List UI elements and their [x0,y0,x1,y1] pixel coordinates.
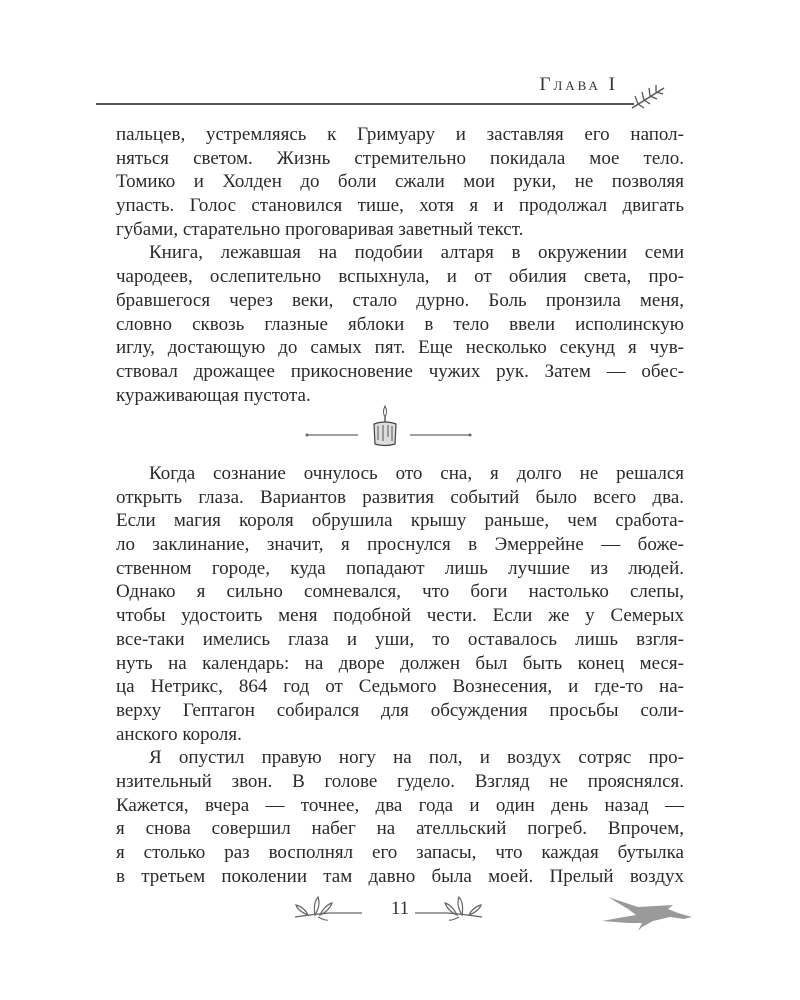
text-line: ца Нетрикс, 864 год от Седьмого Вознесения, и где-то на- [116,676,684,698]
text-line: нуть на календарь: на дворе должен был быть конец меся- [116,652,684,674]
text-line: верху Гептагон собирался для обсуждения просьбы соли- [116,699,684,721]
dragon-silhouette-icon [598,895,698,935]
text-section-1 [116,123,684,407]
text-line: Книга, лежавшая на подобии алтаря в окружении семи [149,242,684,264]
candle-ornament-icon [300,402,480,452]
text-line: пальцев, устремляясь к Гримуару и заставляя его напол- [116,124,684,145]
text-section-2 [116,462,684,888]
text-line: ло заклинание, значит, я проснулся в Эмеррейне — боже- [116,534,684,556]
text-line: чародеев, ослепительно вспыхнула, и от обилия света, про- [116,266,684,288]
leaf-branch-icon [628,82,668,114]
text-line: иглу, достающую до самых пят. Еще несколько секунд я чув- [116,337,684,359]
text-line: я столько раз восполнял его запасы, что каждая бутылка [116,842,684,863]
text-line: Кажется, вчера — точнее, два года и один день назад — [116,794,684,816]
right-branch-icon [412,893,487,923]
text-line: губами, старательно проговаривая заветный текст. [116,218,524,240]
text-line: Я опустил правую ногу на пол, и воздух сотряс про- [149,747,684,769]
text-line: все-таки имелись глаза и уши, то оставалось лишь взгля- [116,628,684,650]
text-line: анского короля. [116,723,242,745]
text-line: ственном городе, куда попадают лишь лучшие из людей. [116,557,684,579]
text-line: в третьем поколении там давно была моей. Прелый воздух [116,865,684,887]
header-rule [96,103,634,105]
text-line: Томико и Холден до боли сжали мои руки, не позволяя [116,171,684,193]
text-line: я снова совершил набег на ателльский погреб. Впрочем, [116,818,684,840]
text-line: Когда сознание очнулось ото сна, я долго не решался [149,463,684,484]
page-number: 11 [390,898,410,919]
text-line: упасть. Голос становился тише, хотя я и продолжал двигать [116,195,684,217]
text-line: открыть глаза. Вариантов развития событий было всего два. [116,486,684,508]
text-line: словно сквозь глазные яблоки в тело ввели исполинскую [116,313,684,335]
text-line: нзительный звон. В голове гудело. Взгляд не прояснялся. [116,770,684,792]
text-line: Если магия короля обрушила крышу раньше, чем сработа- [116,510,684,532]
text-line: няться светом. Жизнь стремительно покидала мое тело. [116,147,684,169]
text-line: кураживающая пустота. [116,384,311,406]
section-divider [300,402,480,452]
text-line: чтобы удостоить меня подобной чести. Если же у Семерых [116,605,684,627]
left-branch-icon [290,893,365,923]
text-line: ствовал дрожащее прикосновение чужих рук. Затем — обес- [116,360,684,382]
text-line: бравшегося через веки, стало дурно. Боль пронзила меня, [116,289,684,311]
chapter-title: Глава I [539,74,618,95]
text-line: Однако я сильно сомневался, что боги настолько слепы, [116,581,684,603]
